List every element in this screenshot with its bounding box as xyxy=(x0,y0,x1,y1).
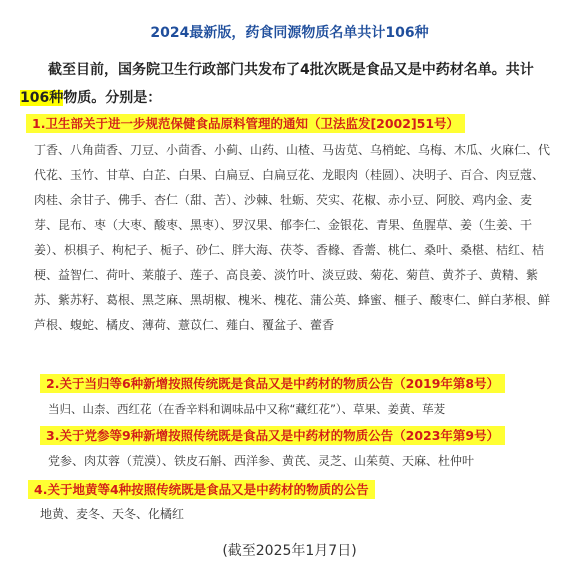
intro-paragraph xyxy=(20,56,555,112)
section-1-heading: 1.卫生部关于进一步规范保健食品原料管理的通知（卫法监发[2002]51号） xyxy=(26,114,465,133)
section-3-heading: 3.关于党参等9种新增按照传统既是食品又是中药材的物质公告（2023年第9号） xyxy=(40,426,505,445)
section-3-items: 党参、肉苁蓉（荒漠）、铁皮石斛、西洋参、黄芪、灵芝、山茱萸、天麻、杜仲叶 xyxy=(48,454,475,468)
section-4-heading: 4.关于地黄等4种按照传统既是食品又是中药材的物质的公告 xyxy=(28,480,375,499)
intro-highlight-count: 106种 xyxy=(20,90,64,106)
section-4-items: 地黄、麦冬、天冬、化橘红 xyxy=(40,507,185,521)
intro-text-before: 截至目前，国务院卫生行政部门共发布了4批次既是食品又是中药材名单。共计 xyxy=(48,62,534,78)
section-1-items: 丁香、八角茴香、刀豆、小茴香、小蓟、山药、山楂、马齿苋、乌梢蛇、乌梅、木瓜、火麻仁、代代花、玉竹、甘草、白芷、白果、白扁豆、白扁豆花、龙眼肉（桂圆）、决明子、百合、肉豆蔻、肉桂、余甘子、佛手、杏仁（甜、苦）、沙棘、牡蛎、芡实、花椒、赤小豆、阿胶、鸡内金、麦芽、昆布、枣（大枣、酸枣、黑枣）、罗汉果、郁李仁、金银花、青果、鱼腥草、姜（生姜、干姜）、枳椇子、枸杞子、栀子、砂仁、胖大海、茯苓、香橼、香薷、桃仁、桑叶、桑椹、桔红、桔梗、益智仁、荷叶、莱菔子、莲子、高良姜、淡竹叶、淡豆豉、菊花、菊苣、黄芥子、黄精、紫苏、紫苏籽、葛根、黑芝麻、黑胡椒、槐米、槐花、蒲公英、蜂蜜、榧子、酸枣仁、鲜白茅根、鲜芦根、蝮蛇、橘皮、薄荷、薏苡仁、薤白、覆盆子、藿香 xyxy=(34,143,551,332)
intro-text-after: 物质。分别是： xyxy=(63,90,162,106)
footer-date-note: (截至2025年1月7日) xyxy=(222,543,357,559)
section-2-heading: 2.关于当归等6种新增按照传统既是食品又是中药材的物质公告（2019年第8号） xyxy=(40,374,505,393)
section-2-items: 当归、山柰、西红花（在香辛料和调味品中又称“藏红花”）、草果、姜黄、荜茇 xyxy=(48,402,446,416)
page-title: 2024最新版，药食同源物质名单共计106种 xyxy=(150,25,429,41)
